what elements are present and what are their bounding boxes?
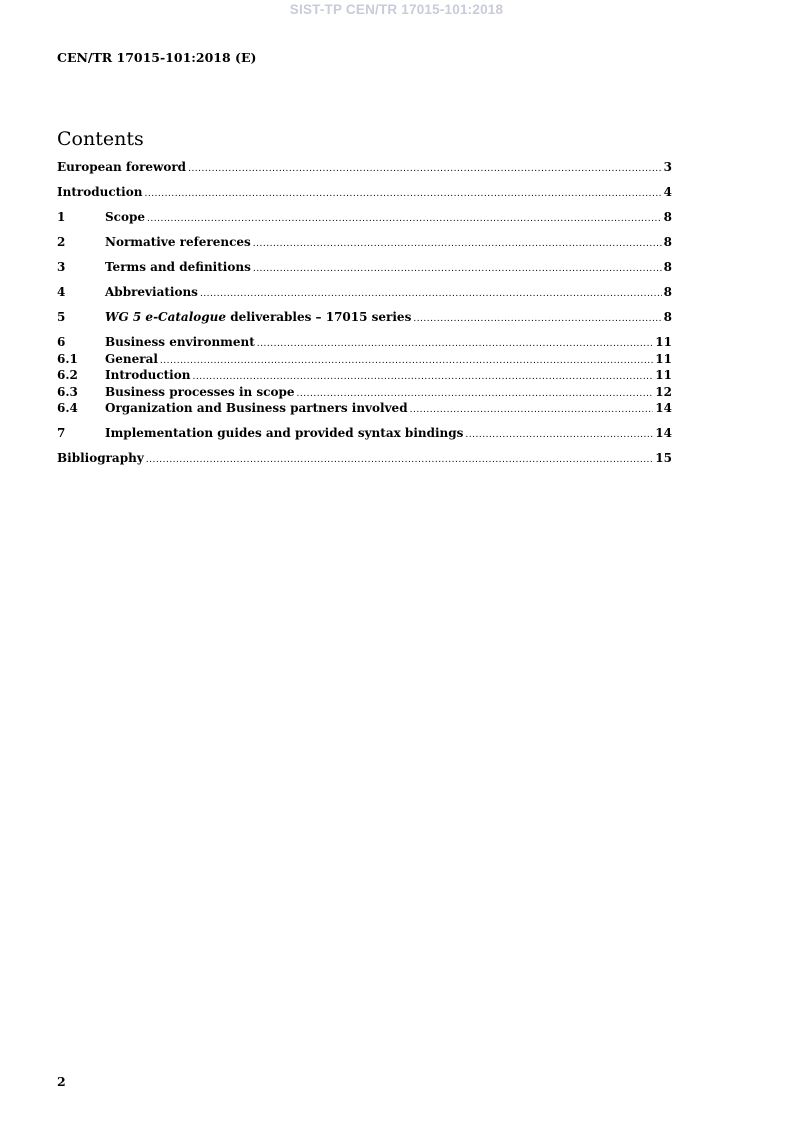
dot-leader [160,356,653,366]
dot-leader [146,455,654,465]
toc-entry-title: Scope [105,210,146,224]
toc-entry-page: 11 [655,368,672,382]
dot-leader [192,372,653,382]
dot-leader [253,239,662,249]
toc-entry-title: General [105,351,158,366]
dot-leader [144,189,661,199]
toc-entry-page: 8 [663,260,672,274]
toc-entry-number: 3 [57,260,66,274]
dot-leader [413,314,661,324]
toc-entry-page: 12 [655,384,672,399]
toc-entry-number: 2 [57,235,66,249]
toc-entry-title: Introduction [57,185,143,199]
dot-leader [297,389,654,399]
dot-leader [188,164,662,174]
toc-entry-number: 4 [57,285,66,299]
toc-entry-bibliography[interactable] [57,451,672,468]
toc-entry-number: 6.4 [57,401,78,415]
toc-entry-title: Business processes in scope [105,384,295,399]
toc-entry-title: Organization and Business partners involved [105,401,408,415]
toc-entry-organization-partners[interactable] [57,401,672,418]
toc-entry-number: 6.2 [57,368,78,382]
toc-entry-business-processes[interactable] [57,385,672,402]
toc-entry-page: 14 [655,426,672,440]
toc-entry-business-environment[interactable] [57,335,672,352]
toc-entry-page: 15 [655,451,672,465]
toc-entry-title: Business environment [105,335,255,349]
toc-entry-title-italic: WG 5 e-Catalogue [105,310,227,324]
table-of-contents [57,160,672,468]
page-number: 2 [57,1074,66,1089]
toc-entry-normative-references[interactable] [57,235,672,252]
toc-entry-number: 6.1 [57,351,78,366]
dot-leader [257,339,654,349]
toc-entry-page: 4 [663,185,672,199]
dot-leader [147,214,662,224]
toc-entry-title: Abbreviations [105,285,198,299]
toc-entry-number: 5 [57,310,66,324]
toc-entry-terms-definitions[interactable] [57,260,672,277]
toc-entry-title [105,310,411,324]
toc-entry-number: 6 [57,335,66,349]
toc-entry-number: 7 [57,426,66,440]
toc-entry-title: Bibliography [57,451,144,465]
document-reference: CEN/TR 17015-101:2018 (E) [57,50,257,65]
toc-entry-page: 14 [655,401,672,415]
dot-leader [253,264,662,274]
toc-entry-page: 11 [655,351,672,366]
watermark: SIST-TP CEN/TR 17015-101:2018 [289,2,504,17]
toc-entry-title: Implementation guides and provided syntax bindings [105,426,464,440]
dot-leader [465,430,653,440]
toc-entry-page: 11 [655,335,672,349]
toc-entry-deliverables[interactable] [57,310,672,327]
dot-leader [200,289,662,299]
toc-entry-title: Introduction [105,368,191,382]
toc-entry-foreword[interactable] [57,160,672,177]
toc-entry-page: 8 [663,285,672,299]
toc-entry-number: 1 [57,210,66,224]
toc-entry-page: 8 [663,235,672,249]
toc-entry-abbreviations[interactable] [57,285,672,302]
toc-entry-title-rest: deliverables – 17015 series [226,310,412,324]
toc-entry-scope[interactable] [57,210,672,227]
toc-entry-page: 8 [663,310,672,324]
dot-leader [410,405,654,415]
toc-entry-general[interactable] [57,352,672,369]
toc-entry-title: European foreword [57,160,187,174]
contents-heading: Contents [57,128,144,150]
toc-entry-number: 6.3 [57,384,78,399]
toc-entry-implementation-guides[interactable] [57,426,672,443]
toc-entry-introduction[interactable] [57,185,672,202]
toc-entry-introduction-sub[interactable] [57,368,672,385]
toc-entry-title: Normative references [105,235,251,249]
toc-entry-page: 8 [663,210,672,224]
toc-entry-page: 3 [663,160,672,174]
toc-entry-title: Terms and definitions [105,260,251,274]
